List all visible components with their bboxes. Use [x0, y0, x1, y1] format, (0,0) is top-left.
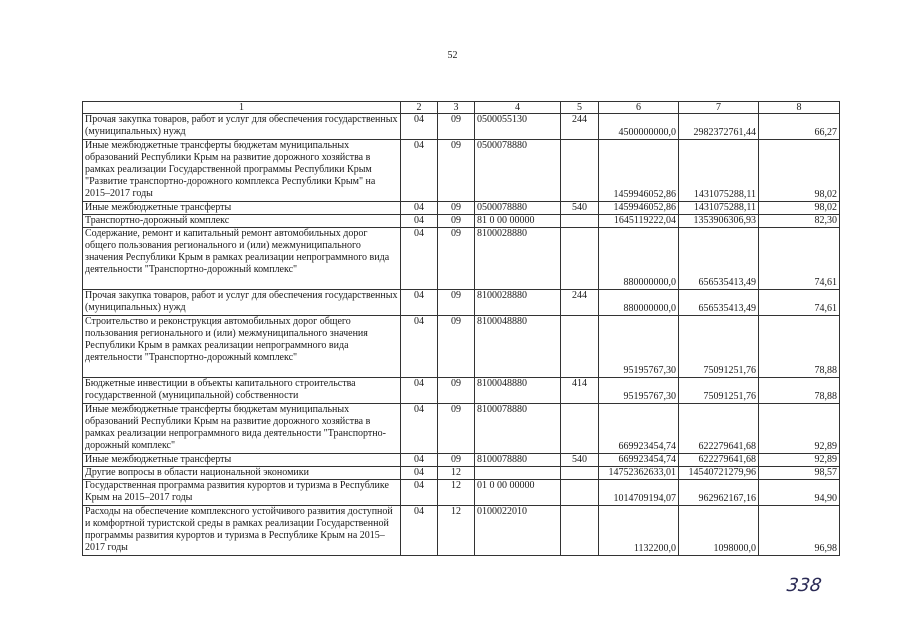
row-actual-amount-cell: 1353906306,93: [679, 215, 759, 228]
row-section-cell: 04: [401, 114, 438, 140]
handwritten-sheet-number: 338: [785, 575, 823, 596]
row-actual-amount-cell: 14540721279,96: [679, 467, 759, 480]
row-target-article-cell: 01 0 00 00000: [475, 480, 561, 506]
row-planned-amount-cell: 1459946052,86: [599, 140, 679, 202]
row-subsection-cell: 09: [438, 228, 475, 290]
row-actual-amount-cell: 1431075288,11: [679, 140, 759, 202]
row-section-cell: 04: [401, 290, 438, 316]
row-section-cell: 04: [401, 467, 438, 480]
row-name-cell: Другие вопросы в области национальной экономики: [83, 467, 401, 480]
row-actual-amount-cell: 622279641,68: [679, 404, 759, 454]
row-subsection-cell: 09: [438, 404, 475, 454]
table-row: [83, 480, 840, 506]
row-planned-amount-cell: 880000000,0: [599, 228, 679, 290]
row-planned-amount-cell: 880000000,0: [599, 290, 679, 316]
table-row: [83, 316, 840, 378]
row-target-article-cell: 8100048880: [475, 316, 561, 378]
col-header: 6: [599, 102, 679, 114]
row-subsection-cell: 09: [438, 202, 475, 215]
row-target-article-cell: 8100028880: [475, 290, 561, 316]
row-name-cell: Транспортно-дорожный комплекс: [83, 215, 401, 228]
row-expense-type-cell: 244: [561, 114, 599, 140]
row-section-cell: 04: [401, 202, 438, 215]
row-expense-type-cell: 244: [561, 290, 599, 316]
table-row: [83, 467, 840, 480]
row-percent-cell: 98,57: [759, 467, 840, 480]
row-target-article-cell: 0500078880: [475, 140, 561, 202]
table-row: [83, 215, 840, 228]
row-name-cell: Прочая закупка товаров, работ и услуг для обеспечения государственных (муниципальных) нужд: [83, 290, 401, 316]
row-name-cell: Государственная программа развития курортов и туризма в Республике Крым на 2015–2017 годы: [83, 480, 401, 506]
row-name-cell: Бюджетные инвестиции в объекты капитального строительства государственной (муниципальной) собственности: [83, 378, 401, 404]
row-target-article-cell: [475, 467, 561, 480]
row-expense-type-cell: 540: [561, 454, 599, 467]
row-subsection-cell: 09: [438, 378, 475, 404]
row-section-cell: 04: [401, 404, 438, 454]
row-planned-amount-cell: 95195767,30: [599, 316, 679, 378]
row-subsection-cell: 09: [438, 215, 475, 228]
row-section-cell: 04: [401, 215, 438, 228]
row-subsection-cell: 09: [438, 114, 475, 140]
row-percent-cell: 74,61: [759, 228, 840, 290]
row-target-article-cell: 0100022010: [475, 506, 561, 556]
row-expense-type-cell: [561, 480, 599, 506]
row-planned-amount-cell: 1645119222,04: [599, 215, 679, 228]
row-percent-cell: 82,30: [759, 215, 840, 228]
table-row: [83, 454, 840, 467]
row-name-cell: Иные межбюджетные трансферты: [83, 202, 401, 215]
row-actual-amount-cell: 75091251,76: [679, 316, 759, 378]
row-target-article-cell: 0500055130: [475, 114, 561, 140]
row-planned-amount-cell: 4500000000,0: [599, 114, 679, 140]
col-header: 4: [475, 102, 561, 114]
row-actual-amount-cell: 1098000,0: [679, 506, 759, 556]
row-expense-type-cell: [561, 404, 599, 454]
table-row: [83, 290, 840, 316]
row-subsection-cell: 09: [438, 454, 475, 467]
row-target-article-cell: 81 0 00 00000: [475, 215, 561, 228]
col-header: 7: [679, 102, 759, 114]
row-planned-amount-cell: 669923454,74: [599, 454, 679, 467]
row-target-article-cell: 8100028880: [475, 228, 561, 290]
row-percent-cell: 94,90: [759, 480, 840, 506]
row-expense-type-cell: [561, 316, 599, 378]
row-subsection-cell: 09: [438, 316, 475, 378]
row-target-article-cell: 8100078880: [475, 404, 561, 454]
table-row: [83, 506, 840, 556]
row-percent-cell: 66,27: [759, 114, 840, 140]
col-header: 3: [438, 102, 475, 114]
row-percent-cell: 98,02: [759, 140, 840, 202]
row-name-cell: Прочая закупка товаров, работ и услуг для обеспечения государственных (муниципальных) нужд: [83, 114, 401, 140]
row-section-cell: 04: [401, 140, 438, 202]
row-percent-cell: 78,88: [759, 316, 840, 378]
col-header: 1: [83, 102, 401, 114]
row-name-cell: Строительство и реконструкция автомобильных дорог общего пользования регионального и (или) межмуниципального значения Республики Крым в рамках реализации непрограммного вида деятельности "Транспортно-дорожный комплекс": [83, 316, 401, 378]
row-planned-amount-cell: 14752362633,01: [599, 467, 679, 480]
row-planned-amount-cell: 1014709194,07: [599, 480, 679, 506]
row-planned-amount-cell: 95195767,30: [599, 378, 679, 404]
row-name-cell: Иные межбюджетные трансферты бюджетам муниципальных образований Республики Крым на развитие дорожного хозяйства в рамках реализации Государственной программы Республики Крым "Развитие транспортно-дорожного комплекса Республики Крым" на 2015–2017 годы: [83, 140, 401, 202]
row-target-article-cell: 8100078880: [475, 454, 561, 467]
table-header-row: [83, 102, 840, 114]
row-name-cell: Расходы на обеспечение комплексного устойчивого развития доступной и комфортной туристской среды в рамках реализации Государственной программы развития курортов и туризма в Республике Крым на 2015–2017 годы: [83, 506, 401, 556]
row-percent-cell: 78,88: [759, 378, 840, 404]
table-row: [83, 404, 840, 454]
row-name-cell: Иные межбюджетные трансферты: [83, 454, 401, 467]
row-percent-cell: 92,89: [759, 404, 840, 454]
col-header: 5: [561, 102, 599, 114]
row-section-cell: 04: [401, 228, 438, 290]
row-section-cell: 04: [401, 316, 438, 378]
table-row: [83, 140, 840, 202]
row-percent-cell: 92,89: [759, 454, 840, 467]
col-header: 2: [401, 102, 438, 114]
row-planned-amount-cell: 1132200,0: [599, 506, 679, 556]
row-expense-type-cell: [561, 506, 599, 556]
row-planned-amount-cell: 1459946052,86: [599, 202, 679, 215]
row-expense-type-cell: [561, 215, 599, 228]
row-subsection-cell: 09: [438, 290, 475, 316]
row-section-cell: 04: [401, 480, 438, 506]
row-section-cell: 04: [401, 454, 438, 467]
row-name-cell: Иные межбюджетные трансферты бюджетам муниципальных образований Республики Крым на развитие дорожного хозяйства в рамках реализации непрограммного вида деятельности "Транспортно-дорожный комплекс": [83, 404, 401, 454]
table-row: [83, 378, 840, 404]
row-subsection-cell: 12: [438, 506, 475, 556]
row-percent-cell: 74,61: [759, 290, 840, 316]
table-row: [83, 114, 840, 140]
row-target-article-cell: 0500078880: [475, 202, 561, 215]
row-actual-amount-cell: 75091251,76: [679, 378, 759, 404]
row-actual-amount-cell: 622279641,68: [679, 454, 759, 467]
row-expense-type-cell: 540: [561, 202, 599, 215]
row-subsection-cell: 12: [438, 467, 475, 480]
row-actual-amount-cell: 656535413,49: [679, 290, 759, 316]
row-section-cell: 04: [401, 506, 438, 556]
row-expense-type-cell: 414: [561, 378, 599, 404]
row-expense-type-cell: [561, 228, 599, 290]
row-target-article-cell: 8100048880: [475, 378, 561, 404]
row-planned-amount-cell: 669923454,74: [599, 404, 679, 454]
page-number: 52: [447, 50, 458, 61]
row-actual-amount-cell: 1431075288,11: [679, 202, 759, 215]
table-row: [83, 202, 840, 215]
row-expense-type-cell: [561, 140, 599, 202]
row-actual-amount-cell: 656535413,49: [679, 228, 759, 290]
row-subsection-cell: 09: [438, 140, 475, 202]
row-percent-cell: 96,98: [759, 506, 840, 556]
table-row: [83, 228, 840, 290]
row-name-cell: Содержание, ремонт и капитальный ремонт автомобильных дорог общего пользования регионального и (или) межмуниципального значения Республики Крым в рамках реализации непрограммного вида деятельности "Транспортно-дорожный комплекс": [83, 228, 401, 290]
budget-table: [82, 101, 840, 556]
row-expense-type-cell: [561, 467, 599, 480]
row-section-cell: 04: [401, 378, 438, 404]
col-header: 8: [759, 102, 840, 114]
row-actual-amount-cell: 2982372761,44: [679, 114, 759, 140]
row-subsection-cell: 12: [438, 480, 475, 506]
row-percent-cell: 98,02: [759, 202, 840, 215]
row-actual-amount-cell: 962962167,16: [679, 480, 759, 506]
